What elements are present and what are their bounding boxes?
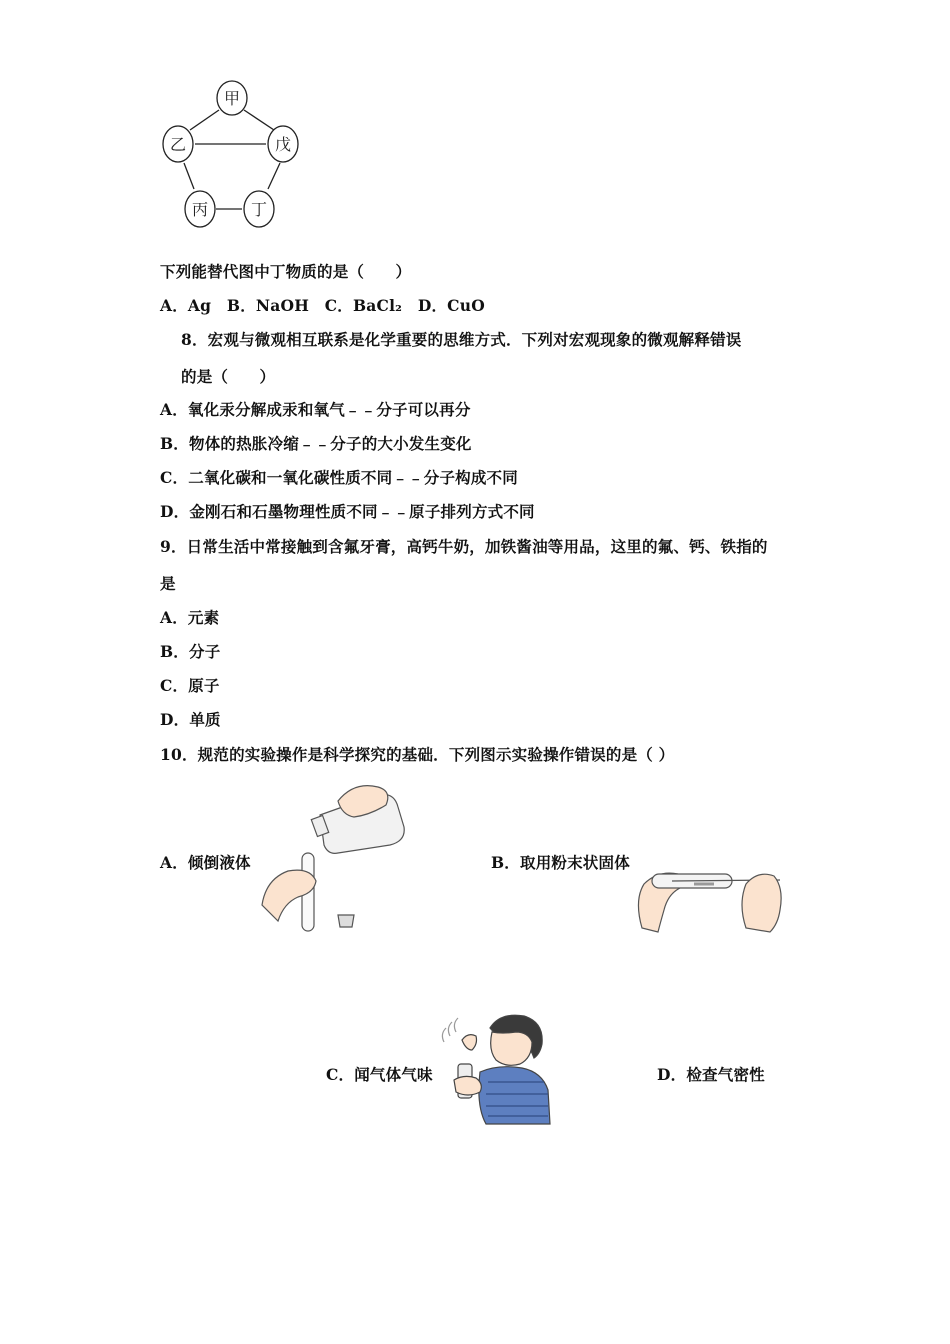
q9-option-b: B．分子 — [160, 642, 221, 661]
q8-stem-line2: 的是（ ） — [181, 367, 276, 386]
gas-fumes — [442, 1018, 458, 1042]
q10-option-b-label: B．取用粉末状固体 — [491, 853, 630, 872]
q8-option-c: C．二氧化碳和一氧化碳性质不同﹣﹣分子构成不同 — [160, 468, 518, 487]
q9-option-d: D．单质 — [160, 710, 221, 729]
pouring-liquid-illustration — [258, 775, 418, 935]
powder-solid-illustration — [634, 840, 784, 935]
student-face — [491, 1032, 532, 1065]
q9-stem-line1: 9．日常生活中常接触到含氟牙膏，高钙牛奶，加铁酱油等用品，这里的氟、钙、铁指的 — [160, 537, 768, 556]
q9-stem-line2: 是 — [160, 574, 176, 593]
q7-options: A．Ag B．NaOH C．BaCl₂ D．CuO — [160, 296, 485, 315]
q8-option-a: A．氧化汞分解成汞和氧气﹣﹣分子可以再分 — [160, 400, 471, 419]
q8-option-d: D．金刚石和石墨物理性质不同﹣﹣原子排列方式不同 — [160, 502, 535, 521]
node-yi-label: 乙 — [169, 135, 187, 154]
node-jia-label: 甲 — [223, 89, 241, 108]
edge-yi-bing — [184, 163, 194, 189]
node-wu-label: 戊 — [274, 135, 292, 154]
q10-stem: 10．规范的实验操作是科学探究的基础．下列图示实验操作错误的是（ ） — [160, 745, 675, 764]
q7-stem: 下列能替代图中丁物质的是（ ） — [160, 262, 412, 281]
node-bing-label: 丙 — [191, 200, 209, 219]
edge-jia-yi — [190, 110, 219, 130]
q10-option-a-label: A．倾倒液体 — [160, 853, 251, 872]
hands — [454, 1076, 481, 1095]
q10-option-c-label: C．闻气体气味 — [326, 1065, 433, 1084]
q9-option-a: A．元素 — [160, 608, 220, 627]
node-ding-label: 丁 — [250, 200, 268, 219]
q8-option-b: B．物体的热胀冷缩﹣﹣分子的大小发生变化 — [160, 434, 472, 453]
q10-option-d-label: D．检查气密性 — [657, 1065, 765, 1084]
edge-wu-ding — [268, 163, 280, 189]
q9-option-c: C．原子 — [160, 676, 220, 695]
q8-stem-line1: 8．宏观与微观相互联系是化学重要的思维方式．下列对宏观现象的微观解释错误 — [181, 330, 742, 349]
bottle-stopper — [338, 915, 354, 927]
smelling-gas-illustration — [436, 1010, 556, 1130]
edge-jia-wu — [244, 110, 274, 130]
substance-relation-diagram — [150, 75, 310, 235]
right-hand — [742, 874, 781, 932]
waving-hand — [462, 1035, 477, 1050]
